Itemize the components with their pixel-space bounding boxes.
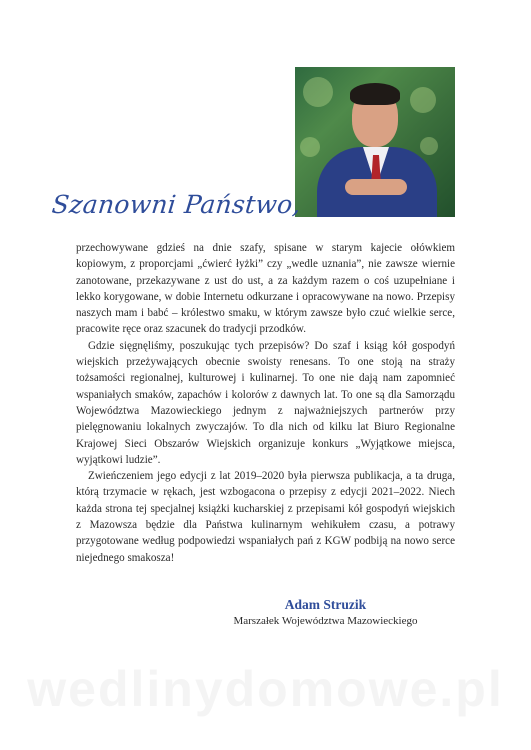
watermark: wedlinydomowe.pl: [27, 661, 504, 717]
portrait-hands: [345, 179, 407, 195]
signature-title: Marszałek Województwa Mazowieckiego: [233, 615, 418, 627]
letter-body: [76, 240, 455, 566]
paragraph-3: Zwieńczeniem jego edycji z lat 2019–2020 była pierwsza publikacja, a ta druga, którą trzymacie w rękach, jest wzbogacona o przepisy z edycji 2021–2022. Niech każda strona tej specjalnej książki kucharskiej z przepisami kół gospodyń wiejskich z Mazowsza będzie dla Państwa kulinarnym wehikułem czasu, a potrawy przygotowane według podpowiedzi wspaniałych pań z KGW podbiją na nowo serce niejednego smakosza!: [76, 470, 455, 564]
signature-name: Adam Struzik: [284, 597, 367, 612]
greeting-heading: Szanowni Państwo,: [50, 190, 303, 219]
paragraph-2: Gdzie sięgnęliśmy, poszukując tych przepisów? Do szaf i ksiąg kół gospodyń wiejskich przeżywających obecnie swoisty renesans. To one stoją na straży tożsamości regionalnej, kulturowej i kulinarnej. To one nie dają nam zapomnieć wspaniałych smaków, zapachów i kolorów z dawnych lat. To one są dla Samorządu Województwa Mazowieckiego jednym z najważniejszych partnerów przy pielęgnowaniu lokalnych zwyczajów. To dla nich od kilku lat Biuro Regionalne Krajowej Sieci Obszarów Wiejskich organizuje konkurs „Wyjątkowe miejsca, wyjątkowi ludzie”.: [76, 339, 455, 466]
portrait-hair: [350, 83, 400, 105]
author-portrait-photo: [295, 67, 455, 217]
paragraph-1: przechowywane gdzieś na dnie szafy, spisane w starym kajecie ołówkiem kopiowym, z proporcjami „ćwierć łyżki” czy „wedle uznania”, nie zawsze wiernie zanotowane, przekazywane z ust do ust, a za każdym razem o coś uzupełniane i lekko korygowane, w dobie Internetu odkurzane i opracowywane na nowo. Przepisy naszych mam i babć – królestwo smaku, w którym zawsze było czuć wielkie serce, pracowite ręce oraz szacunek do tradycji przodków.: [76, 242, 455, 336]
